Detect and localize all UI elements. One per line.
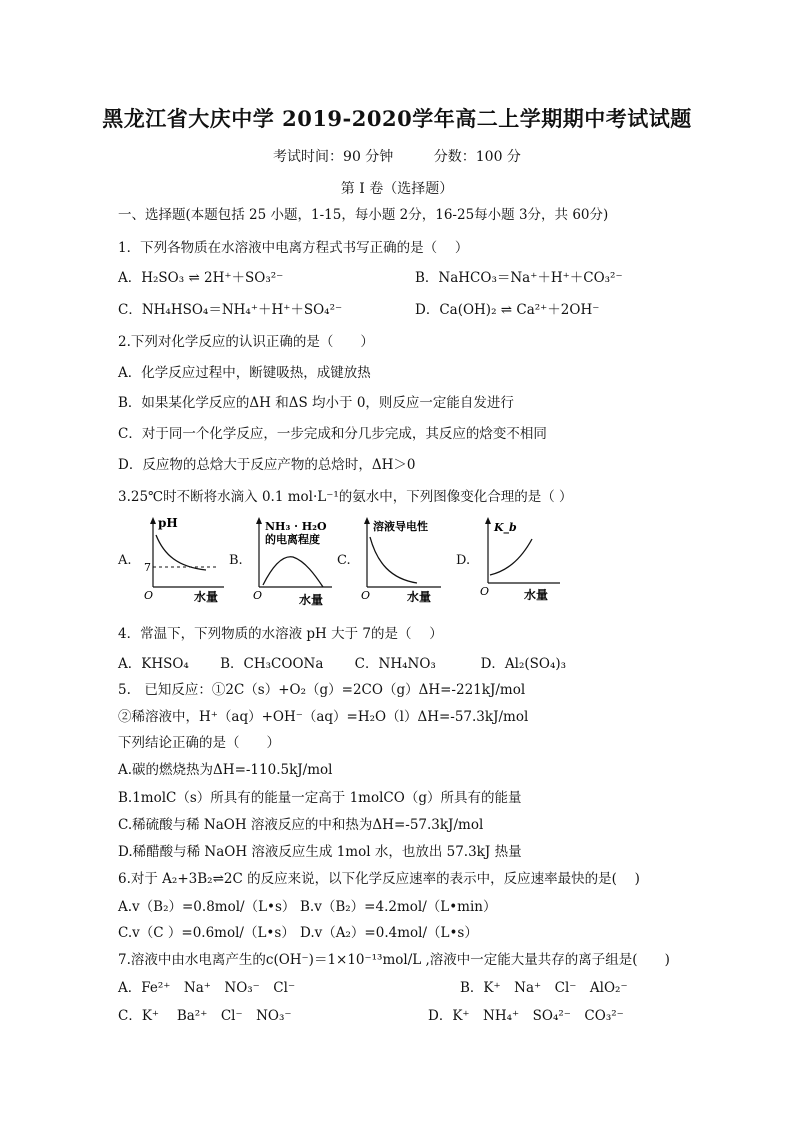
q5-option-a: A.碳的燃烧热为ΔH=-110.5kJ/mol (118, 762, 333, 778)
q2-option-d: D．反应物的总焓大于反应产物的总焓时，ΔH＞0 (118, 457, 416, 473)
q5-option-d: D.稀醋酸与稀 NaOH 溶液反应生成 1mol 水，也放出 57.3kJ 热量 (118, 844, 522, 860)
q6-option-b: B.v（B₂）=4.2mol/（L•min） (300, 899, 497, 915)
q4-options: A．KHSO₄ B．CH₃COONa C．NH₄NO₃ D．Al₂(SO₄)₃ (118, 656, 567, 672)
q7-stem: 7.溶液中由水电离产生的c(OH⁻)＝1×10⁻¹³mol/L ,溶液中一定能大量共存的离子组是( ) (118, 952, 670, 968)
q3-graph-c (355, 515, 450, 607)
q2-stem: 2.下列对化学反应的认识正确的是（ ） (118, 334, 374, 350)
q2-option-a: A．化学反应过程中，断键吸热，成键放热 (118, 365, 371, 381)
q3-graph-b (247, 515, 337, 607)
q7-option-c: C．K⁺ Ba²⁺ Cl⁻ NO₃⁻ (118, 1008, 292, 1024)
q3-d-origin: O (480, 585, 490, 598)
q2-option-b: B．如果某化学反应的ΔH 和ΔS 均小于 0，则反应一定能自发进行 (118, 395, 514, 411)
q3-graph-d (474, 515, 564, 607)
q3-a-ylabel: pH (158, 516, 178, 530)
q3-a-xlabel: 水量 (194, 590, 219, 604)
q7-option-b: B．K⁺ Na⁺ Cl⁻ AlO₂⁻ (460, 980, 628, 996)
q3-b-ylabel-1: NH₃ · H₂O (265, 520, 327, 533)
q5-option-b: B.1molC（s）所具有的能量一定高于 1molCO（g）所具有的能量 (118, 790, 522, 806)
q3-b-xlabel: 水量 (299, 593, 324, 607)
q3-c-origin: O (361, 589, 371, 602)
exam-time: 考试时间：90 分钟 (273, 149, 394, 165)
q6-option-c: C.v（C ）=0.6mol/（L•s） (118, 925, 295, 941)
exam-title: 黑龙江省大庆中学 2019-2020学年高二上学期期中考试试题 (102, 106, 692, 131)
q3-d-ylabel: K_b (494, 521, 517, 534)
section-heading: 一、选择题(本题包括 25 小题，1-15，每小题 2分，16-25每小题 3分，共 60分) (118, 207, 609, 223)
q5-reaction-2: ②稀溶液中，H⁺（aq）+OH⁻（aq）=H₂O（l）ΔH=-57.3kJ/mol (118, 709, 529, 725)
q3-d-xlabel: 水量 (524, 588, 549, 602)
q6-option-a: A.v（B₂）=0.8mol/（L•s） (118, 899, 296, 915)
q3-stem: 3.25℃时不断将水滴入 0.1 mol·L⁻¹的氨水中，下列图像变化合理的是（ ） (118, 489, 573, 505)
q3-b-origin: O (253, 589, 263, 602)
q6-option-d: D.v（A₂）=0.4mol/（L•s） (300, 925, 478, 941)
q1-option-b: B．NaHCO₃＝Na⁺＋H⁺＋CO₃²⁻ (415, 270, 623, 286)
exam-score: 分数：100 分 (433, 149, 521, 165)
q1-option-c: C．NH₄HSO₄＝NH₄⁺＋H⁺＋SO₄²⁻ (118, 302, 343, 318)
q1-option-d: D．Ca(OH)₂ ⇌ Ca²⁺＋2OH⁻ (415, 302, 600, 318)
q5-reaction-1: 5. 已知反应：①2C（s）+O₂（g）=2CO（g）ΔH=-221kJ/mol (118, 682, 526, 698)
q3-label-c: C. (337, 553, 351, 568)
q6-stem: 6.对于 A₂+3B₂⇌2C 的反应来说，以下化学反应速率的表示中，反应速率最快的是( ) (118, 871, 640, 887)
q3-b-ylabel-2: 的电离程度 (265, 533, 320, 546)
exam-meta (0, 146, 794, 166)
q7-option-d: D．K⁺ NH₄⁺ SO₄²⁻ CO₃²⁻ (428, 1008, 624, 1024)
q3-label-b: B. (229, 553, 243, 568)
q5-option-c: C.稀硫酸与稀 NaOH 溶液反应的中和热为ΔH=-57.3kJ/mol (118, 817, 484, 833)
q1-stem: 1．下列各物质在水溶液中电离方程式书写正确的是（ ） (118, 240, 469, 256)
q5-stem: 下列结论正确的是（ ） (118, 735, 280, 751)
volume-heading: 第 I 卷（选择题） (340, 181, 454, 197)
q2-option-c: C．对于同一个化学反应，一步完成和分几步完成，其反应的焓变不相同 (118, 426, 547, 442)
q3-label-d: D. (456, 553, 471, 568)
q7-option-a: A．Fe²⁺ Na⁺ NO₃⁻ Cl⁻ (118, 980, 296, 996)
q3-c-xlabel: 水量 (407, 590, 432, 604)
q3-label-a: A. (118, 553, 132, 568)
q3-graph-a (136, 515, 226, 605)
q3-a-origin: O (144, 589, 154, 602)
q3-a-tick: 7 (144, 561, 151, 574)
q4-stem: 4．常温下，下列物质的水溶液 pH 大于 7的是（ ） (118, 626, 443, 642)
q3-c-ylabel: 溶液导电性 (373, 520, 428, 533)
q1-option-a: A．H₂SO₃ ⇌ 2H⁺＋SO₃²⁻ (118, 270, 284, 286)
